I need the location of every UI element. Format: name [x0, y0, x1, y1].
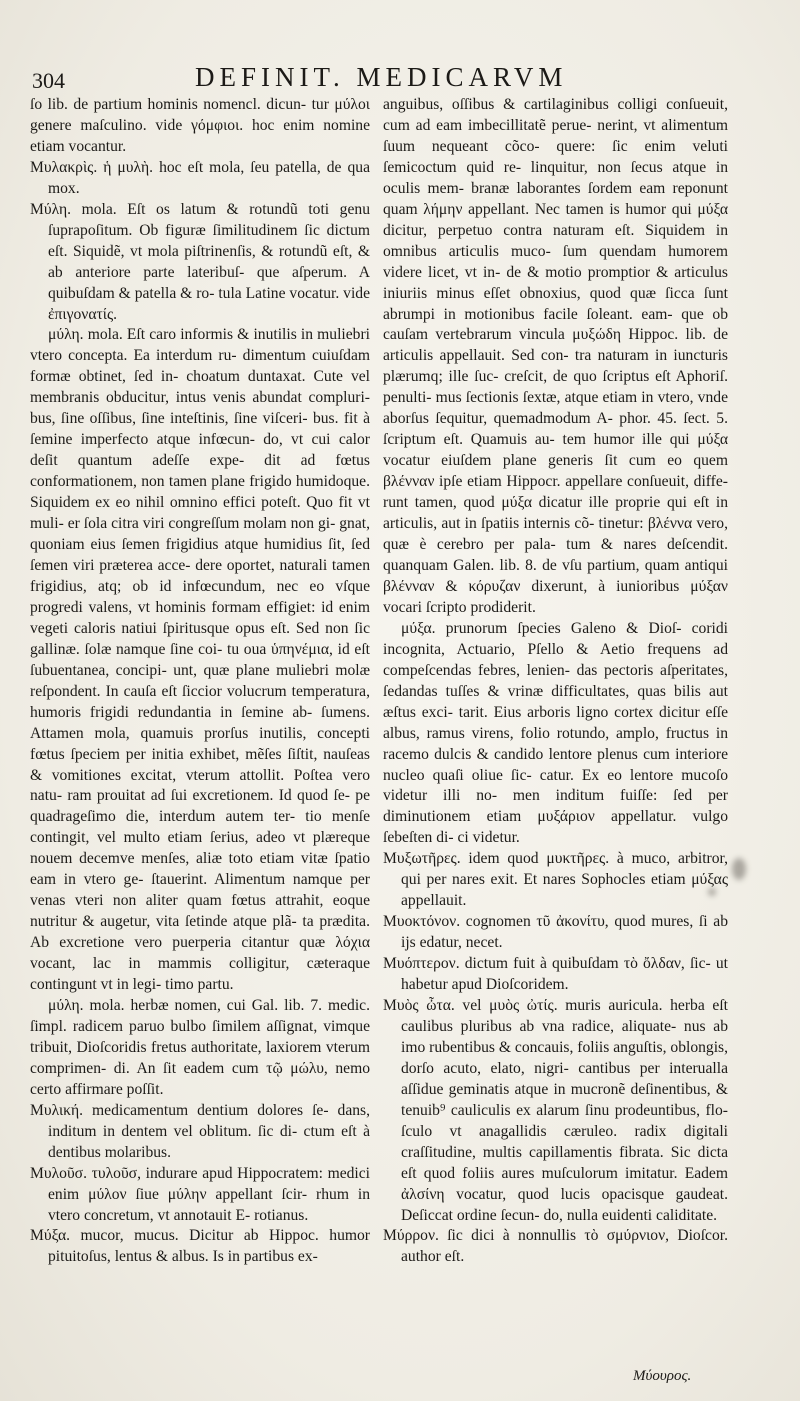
dictionary-entry: μύξα. prunorum ſpecies Galeno & Dioſ- coridi incognita, Actuario, Pſello & Aetio frequens ad compeſcendas febres, lenien- das pectoris aſperitates, ſedandas tuſſes & vrinæ difficultates, quas bilis aut æſtus exci- tarit. Eius arboris ligno cortex dicitur eſſe albus, ramus virens, folio rotundo, amplo, fructus in racemo dulcis & candido lentore plenus cum interiore nucleo quaſi oliue ſic- catur. Ex eo lentore mucoſo videtur illi no- men inditum fuiſſe: ſed per diminutionem etiam μυξάριον appellatur. vulgo ſebeſten di- ci videtur. [383, 619, 728, 847]
dictionary-entry: Μυὸς ὦτα. vel μυὸς ὠτίς. muris auricula. herba eſt caulibus pluribus ab vna radice, aliquate- nus ab imo rubentibus & concauis, foliis anguſtis, oblongis, dorſo acuto, elato, nigri- cantibus per interualla aſſidue geminatis atque in mucronẽ deſinentibus, & tenuib⁹ cauliculis ex alarum ſinu prodeuntibus, flo- ſculo vt anagallidis cæruleo. radix digitali craſſitudine, multis capillamentis fibrata. Sic dicta eſt quod foliis aures muſculorum imitatur. Eadem ἀλσίνη vocatur, quod lucis opacisque gaudeat. Deſiccat ordine ſecun- do, nulla euidenti caliditate. [383, 996, 729, 1224]
dictionary-entry: Μύρρον. ſic dici à nonnullis τὸ σμύρνιον, Dioſcor. author eſt. [383, 1227, 728, 1266]
dictionary-entry: Μύλη. mola. Eſt os latum & rotundũ toti genu ſuprapoſitum. Ob figuræ ſimilitudinem ſic dictum eſt. Siquidẽ, vt mola piſtrinenſis, & rotundũ eſt, & ab anteriore parte lateribuſ- que aſperum. A quibuſdam & patella & ro- tula Latine vocatur. vide ἐπιγονατίς. [30, 200, 370, 323]
dictionary-entry: Μυοκτόνον. cognomen τῦ ἀκονίτυ, quod mures, ſi ab ijs edatur, necet. [383, 913, 728, 952]
dictionary-entry: Μυλακρὶς. ἡ μυλὴ. hoc eſt mola, ſeu patella, de qua mox. [30, 158, 370, 197]
dictionary-entry: anguibus, oſſibus & cartilaginibus colligi conſueuit, cum ad eam imbecillitatẽ perue- nerint, vt alimentum ſuum nequeant cõco- quere: ſic enim veluti ſemicoctum quid re- linquitur, non ſecus atque in oculis mem- branæ laborantes ſordem eam reponunt quam λήμην appellant. Nec tamen is humor qui μύξα dicitur, perpetuo contra naturam eſt. Siquidem in omnibus articulis muco- ſum quendam humorem videre licet, vt in- de & motio promptior & articulus iniuriis minus eſſet obnoxius, quod quæ ſicca ſunt abrumpi in motionibus facile ſoleant. eam- que ob cauſam vertebrarum vincula μυξώδη Hippoc. lib. de articulis appellauit. Sed con- tra naturam in iuncturis plærumq; ille ſuc- creſcit, de quo ſcriptus eſt Aphoriſ. penulti- mus ſectionis ſextæ, atque etiam in vtero, vnde aborſus ſequitur, quemadmodum A- phor. 45. ſect. 5. ſcriptum eſt. Quamuis au- tem humor ille qui μύξα vocatur eiuſdem plane generis ſit cum eo quem βλένναν ipſe etiam Hippocr. appellare conſueuit, diffe- runt tamen, quod μύξα dicatur ille proprie qui eſt in articulis, aut in ſpatiis internis cõ- tinetur: βλέννα vero, quæ è cerebro per pala- tum & nares deſcendit. quanquam Galen. lib. 8. de vſu partium, quam antiqui βλένναν & κόρυζαν dixerunt, à iunioribus μύξαν vocari ſcripto prodiderit. [383, 96, 728, 616]
right-column [383, 95, 728, 1268]
dictionary-entry: μύλη. mola. Eſt caro informis & inutilis in muliebri vtero concepta. Ea interdum ru- dimentum cuiuſdam formæ obtinet, ſed in- choatum duntaxat. Cute vel membranis obducitur, intus venis abundat compluri- bus, ſine oſſibus, ſine inteſtinis, ſine viſceri- bus. fit à ſemine imperfecto atque infœcun- do, vt cui calor deſit quantum adeſſe expe- dit ad fœtus conformationem, non tamen plane frigido humidoque. Siquidem ex eo nihil omnino effici poteſt. Quo fit vt muli- er ſola citra viri congreſſum molam non gi- gnat, quoniam eius ſemen frigidius atque humidius ſit, ſed ſemen viri præterea acce- dere oportet, naturali tamen frigidius, atq; ob id infœcundum, nec eo vſque progredi valens, vt hominis formam effigiet: id enim vegeti caloris natiui ſpiritusque opus eſt. Sed non ſic gallinæ. ſolæ namque ſine coi- tu oua ὑπηνέμια, id eſt ſubuentanea, concipi- unt, quæ plane muliebri molæ reſpondent. In cauſa eſt ſiccior volucrum temperatura, humoris frigidi redundantia in ſemine ab- ſumens. Attamen mola, quamuis prorſus inutilis, concepti fœtus ſpeciem per initia exhibet, mẽſes ſiſtit, nauſeas & vomitiones excitat, vterum attollit. Poſtea vero natu- ram prouitat ad ſui excretionem. Id quod ſe- pe quadrageſimo die, interdum autem ter- tio menſe contingit, vel multo etiam ſerius, adeo vt plæreque nouem decemve menſes, aliæ toto etiam vitæ ſpatio eam in vtero ge- ſtauerint. Alimentum namque per venas vteri non aliter quam fœtus attrahit, eoque nutritur & augetur, vita ſetinde atque plã- ta prædita. Ab excretione vero puerperia citantur quæ λόχια vocant, lac in mammis colligitur, cæteraque contingunt vt in legi- timo partu. [30, 326, 370, 994]
ink-smudge [732, 858, 746, 880]
dictionary-entry: Μυλική. medicamentum dentium dolores ſe- dans, inditum in dentem vel oblitum. ſic di- ctum eſt à dentibus molaribus. [30, 1101, 370, 1161]
ink-smudge [708, 888, 716, 896]
dictionary-entry: Μυλοῦσ. τυλοῦσ, indurare apud Hippocratem: medici enim μύλον ſiue μύλην appellant ſcir- rhum in vtero concretum, vt annotauit E- rotianus. [30, 1164, 370, 1224]
catchword: Μύουρος. [633, 1368, 692, 1384]
dictionary-entry: Μυόπτερον. dictum fuit à quibuſdam τὸ ὄλδαν, ſic- ut habetur apud Dioſcoridem. [383, 955, 728, 994]
running-title: DEFINIT. MEDICARVM [195, 62, 568, 92]
page-header [32, 62, 772, 96]
dictionary-entry: Μυξωτῆρες. idem quod μυκτῆρες. à muco, arbitror, qui per nares exit. Et nares Sophocles etiam μύξας appellauit. [383, 850, 728, 910]
dictionary-entry: μύλη. mola. herbæ nomen, cui Gal. lib. 7. medic. ſimpl. radicem paruo bulbo ſimilem aſſignat, vimque tribuit, Dioſcoridis fretus authoritate, laxiorem vterum comprimen- di. An ſit eadem cum τῷ μώλυ, nemo certo affirmare poſſit. [30, 996, 370, 1098]
page-number: 304 [32, 68, 65, 93]
left-column [30, 95, 370, 1268]
dictionary-entry: Μύξα. mucor, mucus. Dicitur ab Hippoc. humor pituitoſus, lentus & albus. Is in partibus ex- [30, 1227, 370, 1266]
dictionary-entry: ſo lib. de partium hominis nomencl. dicun- tur μύλοι genere maſculino. vide γόμφιοι. hoc enim nomine etiam vocantur. [30, 96, 370, 155]
